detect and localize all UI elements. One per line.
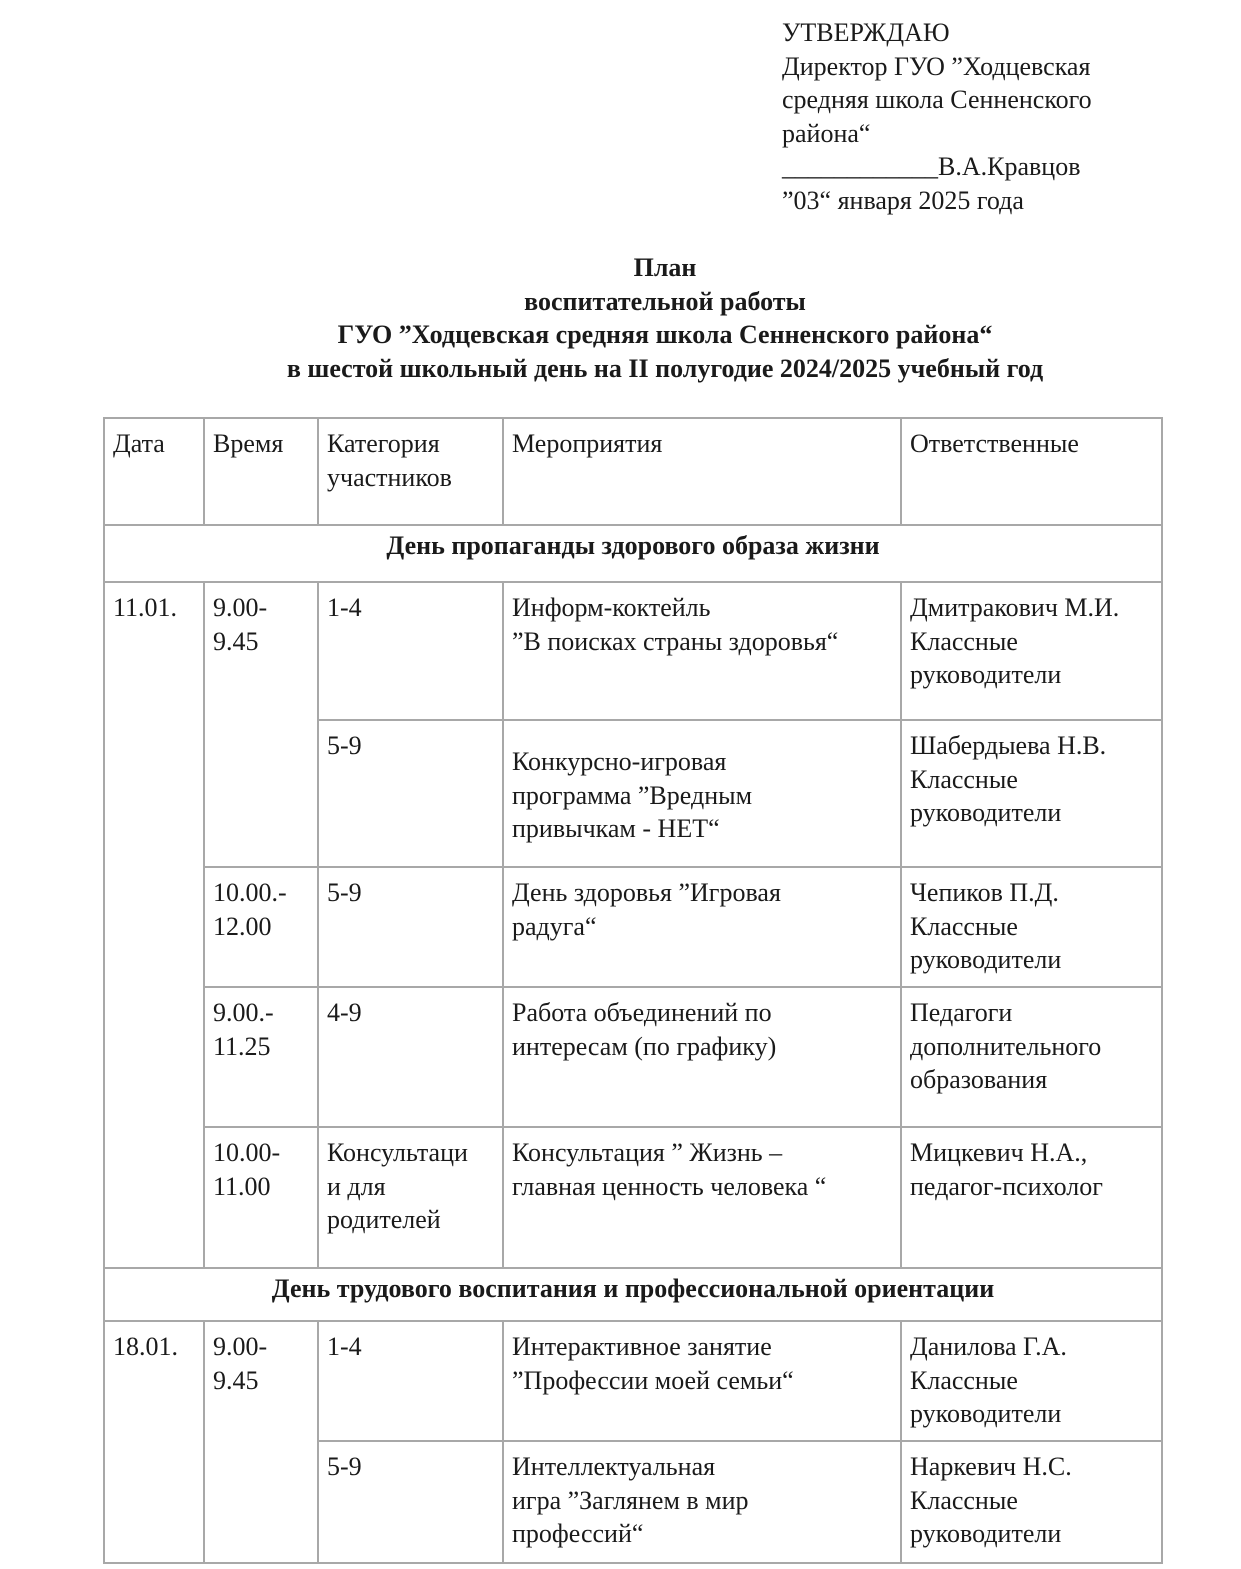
table-row xyxy=(104,582,1162,720)
event-cell: Интерактивное занятие ”Профессии моей семьи“ xyxy=(503,1321,901,1441)
category-cell: 1-4 xyxy=(318,582,503,720)
section-row xyxy=(104,525,1162,582)
time-cell: 10.00.- 12.00 xyxy=(204,867,318,987)
title-line: План xyxy=(633,253,697,282)
title-line: в шестой школьный день на II полугодие 2024/2025 учебный год xyxy=(286,353,1044,383)
approval-stamp xyxy=(782,16,1222,217)
event-cell: Информ-коктейль ”В поисках страны здоровья“ xyxy=(503,582,901,720)
title-line: ГУО ”Ходцевская средняя школа Сенненского района“ xyxy=(337,320,993,349)
header-time: Время xyxy=(204,418,318,525)
approval-line: района“ xyxy=(782,118,871,148)
section-row xyxy=(104,1268,1162,1321)
responsible-cell: Данилова Г.А. Классные руководители xyxy=(901,1321,1162,1441)
header-date: Дата xyxy=(104,418,204,525)
section-title: День пропаганды здорового образа жизни xyxy=(104,525,1162,582)
date-cell: 11.01. xyxy=(104,582,204,1268)
responsible-cell: Мицкевич Н.А., педагог-психолог xyxy=(901,1127,1162,1268)
table-row xyxy=(104,1127,1162,1268)
event-cell: Консультация ” Жизнь – главная ценность человека “ xyxy=(503,1127,901,1268)
table-row xyxy=(104,987,1162,1127)
responsible-cell: Педагоги дополнительного образования xyxy=(901,987,1162,1127)
responsible-cell: Дмитракович М.И. Классные руководители xyxy=(901,582,1162,720)
approval-line: средняя школа Сенненского xyxy=(782,85,1092,114)
approval-line: Директор ГУО ”Ходцевская xyxy=(782,51,1091,81)
event-cell: Интеллектуальная игра ”Заглянем в мир профессий“ xyxy=(503,1441,901,1563)
category-cell: Консультаци и для родителей xyxy=(318,1127,503,1268)
category-cell: 1-4 xyxy=(318,1321,503,1441)
header-row xyxy=(104,418,1162,525)
section-title: День трудового воспитания и профессиональной ориентации xyxy=(104,1268,1162,1321)
responsible-cell: Наркевич Н.С. Классные руководители xyxy=(901,1441,1162,1563)
responsible-cell: Шабердыева Н.В. Классные руководители xyxy=(901,720,1162,867)
event-cell: День здоровья ”Игровая радуга“ xyxy=(503,867,901,987)
header-category: Категория участников xyxy=(318,418,503,525)
category-cell: 5-9 xyxy=(318,1441,503,1563)
header-event: Мероприятия xyxy=(503,418,901,525)
time-cell: 9.00- 9.45 xyxy=(204,1321,318,1563)
approval-line: ”03“ января 2025 года xyxy=(782,185,1024,215)
category-cell: 4-9 xyxy=(318,987,503,1127)
time-cell: 10.00- 11.00 xyxy=(204,1127,318,1268)
header-responsible: Ответственные xyxy=(901,418,1162,525)
date-cell: 18.01. xyxy=(104,1321,204,1563)
table-row xyxy=(104,1321,1162,1441)
time-cell: 9.00.- 11.25 xyxy=(204,987,318,1127)
category-cell: 5-9 xyxy=(318,720,503,867)
document-title xyxy=(0,251,1241,385)
approval-line: ____________В.А.Кравцов xyxy=(782,152,1081,181)
category-cell: 5-9 xyxy=(318,867,503,987)
responsible-cell: Чепиков П.Д. Классные руководители xyxy=(901,867,1162,987)
title-line: воспитательной работы xyxy=(524,286,806,316)
time-cell: 9.00- 9.45 xyxy=(204,582,318,867)
event-cell: Конкурсно-игровая программа ”Вредным привычкам - НЕТ“ xyxy=(503,720,901,867)
table-row xyxy=(104,867,1162,987)
event-cell: Работа объединений по интересам (по графику) xyxy=(503,987,901,1127)
plan-table xyxy=(103,417,1163,1564)
approval-line: УТВЕРЖДАЮ xyxy=(782,18,950,47)
